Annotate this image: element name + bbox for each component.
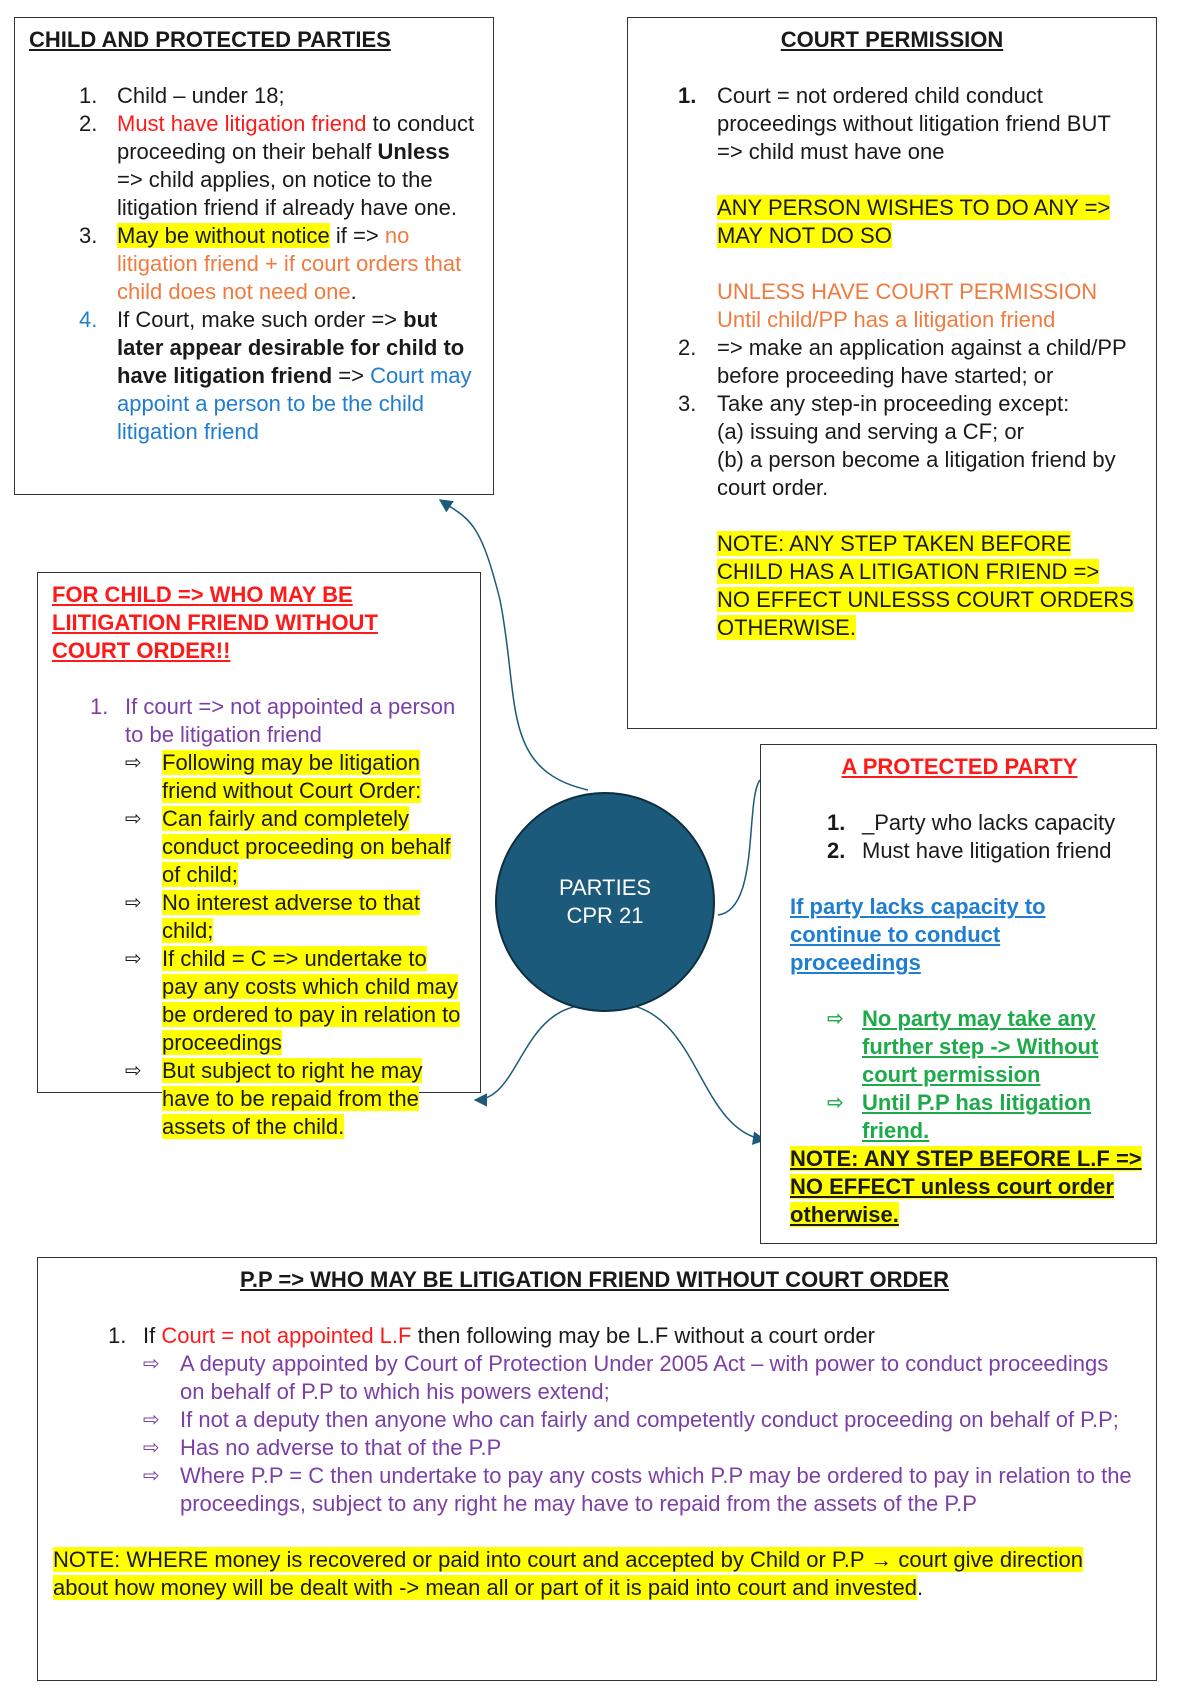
court-permission-box <box>627 17 1157 729</box>
without-order-item-1-b: court <box>143 694 193 719</box>
pp-bullet-2: If not a deputy then anyone who can fairly and competently conduct proceeding on behalf of P.P; <box>180 1407 1119 1432</box>
connector-to-protected-box <box>718 780 760 915</box>
court-highlight-text: ANY PERSON WISHES TO DO ANY => MAY NOT DO SO <box>717 195 1111 248</box>
protected-green-2: Until P.P has litigation friend. <box>862 1090 1092 1143</box>
pp-item-1-c: then following may be L.F without a court order <box>411 1323 875 1348</box>
arrow-bullet-icon: ⇨ <box>125 948 142 970</box>
arrow-bullet-icon: ⇨ <box>125 752 142 774</box>
child-item-2-num: 2. <box>79 111 98 136</box>
pp-bullet-4: Where P.P = C then undertake to pay any costs which P.P may be ordered to pay in relation to the proceedings, subject to any right he may have to repaid from the assets of the P.P <box>180 1463 1132 1516</box>
without-order-item-1-a: If <box>125 694 144 719</box>
child-and-protected-parties-box <box>14 17 494 495</box>
court-box-title: COURT PERMISSION <box>780 27 1004 52</box>
pp-bullet-1: A deputy appointed by Court of Protection Under 2005 Act – with power to conduct proceedings on behalf of P.P to which his powers extend; <box>180 1351 1109 1404</box>
court-item-1-num: 1. <box>678 83 697 108</box>
pp-note-a: NOTE: WHERE money is recovered or paid into court and accepted by Child or P.P <box>53 1547 871 1572</box>
child-without-court-order-box <box>37 572 481 1139</box>
arrow-bullet-icon: ⇨ <box>125 1060 142 1082</box>
protected-item-2: Must have litigation friend <box>862 838 1112 863</box>
child-item-1-text: Child – under 18; <box>117 83 285 108</box>
court-item-3-text: Take any step-in proceeding except: <box>717 391 1070 416</box>
child-item-3-mid: if => <box>329 223 385 248</box>
arrow-bullet-icon: ⇨ <box>143 1353 160 1375</box>
child-item-2-rest2: => child applies, on notice to the litigation friend if already have one. <box>117 167 457 220</box>
child-item-4-blue: Court may appoint a person to be the child litigation friend <box>117 363 472 444</box>
arrow-right-icon: → <box>870 1547 893 1572</box>
child-box-title: CHILD AND PROTECTED PARTIES <box>29 27 391 52</box>
arrow-bullet-icon: ⇨ <box>827 1008 844 1030</box>
pp-bullet-3: Has no adverse to that of the P.P <box>180 1435 502 1460</box>
pp-note-end: . <box>916 1575 924 1600</box>
court-note: NOTE: ANY STEP TAKEN BEFORE CHILD HAS A LITIGATION FRIEND => NO EFFECT UNLESSS COURT ORDERS OTHERWISE. <box>717 531 1134 640</box>
parties-center-circle <box>495 792 715 1012</box>
court-orange-1: UNLESS HAVE COURT PERMISSION <box>717 279 1098 304</box>
without-order-bullet-4: If child = C => undertake to pay any costs which child may be ordered to pay in relation to proceedings <box>162 946 461 1055</box>
court-item-2-num: 2. <box>678 335 697 360</box>
child-item-3-end: . <box>350 279 357 304</box>
protected-note: NOTE: ANY STEP BEFORE L.F => NO EFFECT unless court order otherwise. <box>790 1146 1142 1227</box>
child-item-3-num: 3. <box>79 223 98 248</box>
arrow-bullet-icon: ⇨ <box>143 1437 160 1459</box>
arrow-bullet-icon: ⇨ <box>143 1465 160 1487</box>
court-item-2-text: => make an application against a child/PP before proceeding have started; or <box>717 335 1127 388</box>
child-item-2-bold: Unless <box>377 139 450 164</box>
child-item-4-num: 4. <box>79 307 98 332</box>
arrow-to-protected-note <box>630 1005 765 1140</box>
arrow-bullet-icon: ⇨ <box>125 808 142 830</box>
without-order-title: FOR CHILD => WHO MAY BE LIITIGATION FRIEND WITHOUT COURT ORDER!! <box>52 582 378 663</box>
protected-blue-heading: If party lacks capacity to continue to conduct proceedings <box>790 894 1046 975</box>
pp-item-1-a: If <box>143 1323 162 1348</box>
court-item-3-b: (b) a person become a litigation friend by court order. <box>717 447 1116 500</box>
without-order-bullet-2: Can fairly and completely conduct proceeding on behalf of child; <box>162 806 451 887</box>
pp-note <box>53 1546 1136 1602</box>
child-item-3-highlight: May be without notice <box>117 223 330 248</box>
pp-title: P.P => WHO MAY BE LITIGATION FRIEND WITHOUT COURT ORDER <box>240 1267 949 1292</box>
pp-note-b: court give direction about how money will be dealt with -> mean all or part of it is paid into court and invested <box>53 1547 1083 1600</box>
court-item-3-num: 3. <box>678 391 697 416</box>
pp-without-court-order-box <box>37 1257 1157 1681</box>
court-item-3-a: (a) issuing and serving a CF; or <box>717 419 1024 444</box>
center-line-2: CPR 21 <box>566 903 644 928</box>
protected-item-2-num: 2. <box>827 838 846 863</box>
court-orange-2: Until child/PP has a litigation friend <box>717 307 1056 332</box>
arrow-bullet-icon: ⇨ <box>125 892 142 914</box>
without-order-item-1-num: 1. <box>90 694 109 719</box>
protected-title: A PROTECTED PARTY <box>841 754 1078 779</box>
without-order-item-1-c: => not appointed a person to be litigation friend <box>125 694 456 747</box>
child-item-1-num: 1. <box>79 83 98 108</box>
arrow-bullet-icon: ⇨ <box>143 1409 160 1431</box>
without-order-bullet-5: But subject to right he may have to be repaid from the assets of the child. <box>162 1058 423 1139</box>
protected-item-1-num: 1. <box>827 810 846 835</box>
protected-green-1: No party may take any further step -> Without court permission <box>862 1006 1099 1087</box>
protected-item-1: _Party who lacks capacity <box>862 810 1116 835</box>
child-item-4-bold: but later appear desirable for child to have litigation friend <box>117 307 465 388</box>
child-item-2-red: Must have litigation friend <box>117 111 367 136</box>
child-item-3-orange: no litigation friend + if court orders that child does not need one <box>117 223 462 304</box>
child-item-2-rest: to conduct proceeding on their behalf <box>117 111 475 164</box>
arrow-to-without-order-box <box>475 1005 585 1100</box>
center-line-1: PARTIES <box>558 875 652 900</box>
without-order-bullet-1: Following may be litigation friend without Court Order: <box>162 750 422 803</box>
without-order-bullet-3: No interest adverse to that child; <box>162 890 421 943</box>
child-item-4-mid: => <box>332 363 371 388</box>
court-item-1-text: Court = not ordered child conduct proceedings without litigation friend BUT => child must have one <box>717 83 1111 164</box>
arrow-bullet-icon: ⇨ <box>827 1092 844 1114</box>
pp-item-1-red: Court = not appointed L.F <box>161 1323 412 1348</box>
pp-item-1-num: 1. <box>108 1323 127 1348</box>
protected-party-box <box>760 744 1157 1244</box>
child-item-4-start: If Court, make such order => <box>117 307 404 332</box>
